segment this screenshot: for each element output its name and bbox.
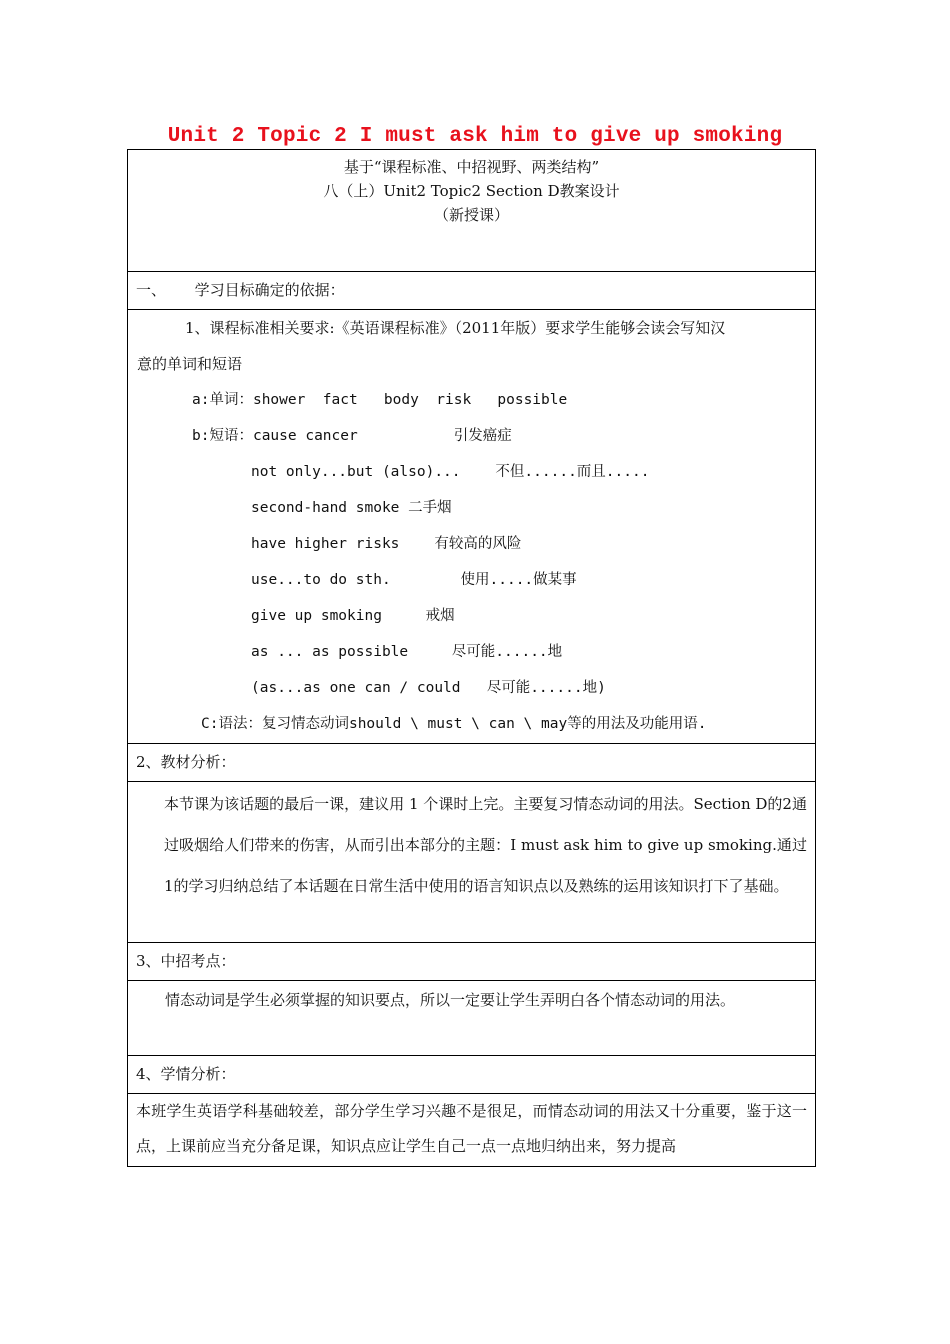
phrase-item: use...to do sth. 使用.....做某事 <box>251 572 577 588</box>
textbook-analysis-cell <box>128 782 816 943</box>
lesson-plan-table <box>127 149 816 1167</box>
phrase-item: (as...as one can / could 尽可能......地) <box>251 680 606 696</box>
exam-points-text: 情态动词是学生必须掌握的知识要点，所以一定要让学生弄明白各个情态动词的用法。 <box>165 991 736 1009</box>
section-2-label: 2、教材分析： <box>136 753 236 771</box>
vocabulary-words: a:单词：shower fact body risk possible <box>192 392 568 408</box>
standards-intro-line-2: 意的单词和短语 <box>137 355 243 373</box>
exam-points-cell <box>128 981 816 1056</box>
phrases-label: b:短语：cause cancer 引发癌症 <box>192 428 512 444</box>
grammar-requirement: C:语法：复习情态动词should \ must \ can \ may等的用法及功能用语. <box>201 716 707 732</box>
curriculum-standards-cell <box>128 310 816 744</box>
student-analysis-text: 本班学生英语学科基础较差，部分学生学习兴趣不是很足，而情态动词的用法又十分重要，鉴于这一点，上课前应当充分备足课，知识点应让学生自己一点一点地归纳出来，努力提高 <box>136 1102 807 1155</box>
section-3-label: 3、中招考点： <box>136 952 236 970</box>
page-title: Unit 2 Topic 2 I must ask him to give up smoking <box>167 125 783 148</box>
phrase-item: give up smoking 戒烟 <box>251 608 455 624</box>
student-analysis-cell <box>128 1094 816 1167</box>
header-subtitle: 基于“课程标准、中招视野、两类结构” <box>343 158 600 176</box>
section-1-heading-cell <box>128 272 816 310</box>
phrase-item: second-hand smoke 二手烟 <box>251 500 452 516</box>
section-2-heading-cell <box>128 744 816 782</box>
standards-intro-line-1: 1、课程标准相关要求:《英语课程标准》（2011年版）要求学生能够会读会写知汉 <box>185 319 726 337</box>
section-4-heading-cell <box>128 1056 816 1094</box>
phrase-item: not only...but (also)... 不但......而且..... <box>251 464 650 480</box>
section-3-heading-cell <box>128 943 816 981</box>
textbook-analysis-text: 本节课为该话题的最后一课，建议用 1 个课时上完。主要复习情态动词的用法。Section D的2通过吸烟给人们带来的伤害，从而引出本部分的主题：I must ask him to give up smoking.通过1的学习归纳总结了本话题在日常生活中使用的语言知识点以及熟练的运用该知识打下了基础。 <box>164 795 807 895</box>
plan-header-cell <box>128 150 816 272</box>
header-lesson-title: 八（上）Unit2 Topic2 Section D教案设计 <box>323 182 620 200</box>
phrase-item: have higher risks 有较高的风险 <box>251 536 522 552</box>
phrase-item: as ... as possible 尽可能......地 <box>251 644 563 660</box>
header-lesson-type: （新授课） <box>433 206 509 224</box>
section-4-label: 4、学情分析： <box>136 1065 236 1083</box>
section-1-label: 一、 学习目标确定的依据： <box>136 281 345 299</box>
